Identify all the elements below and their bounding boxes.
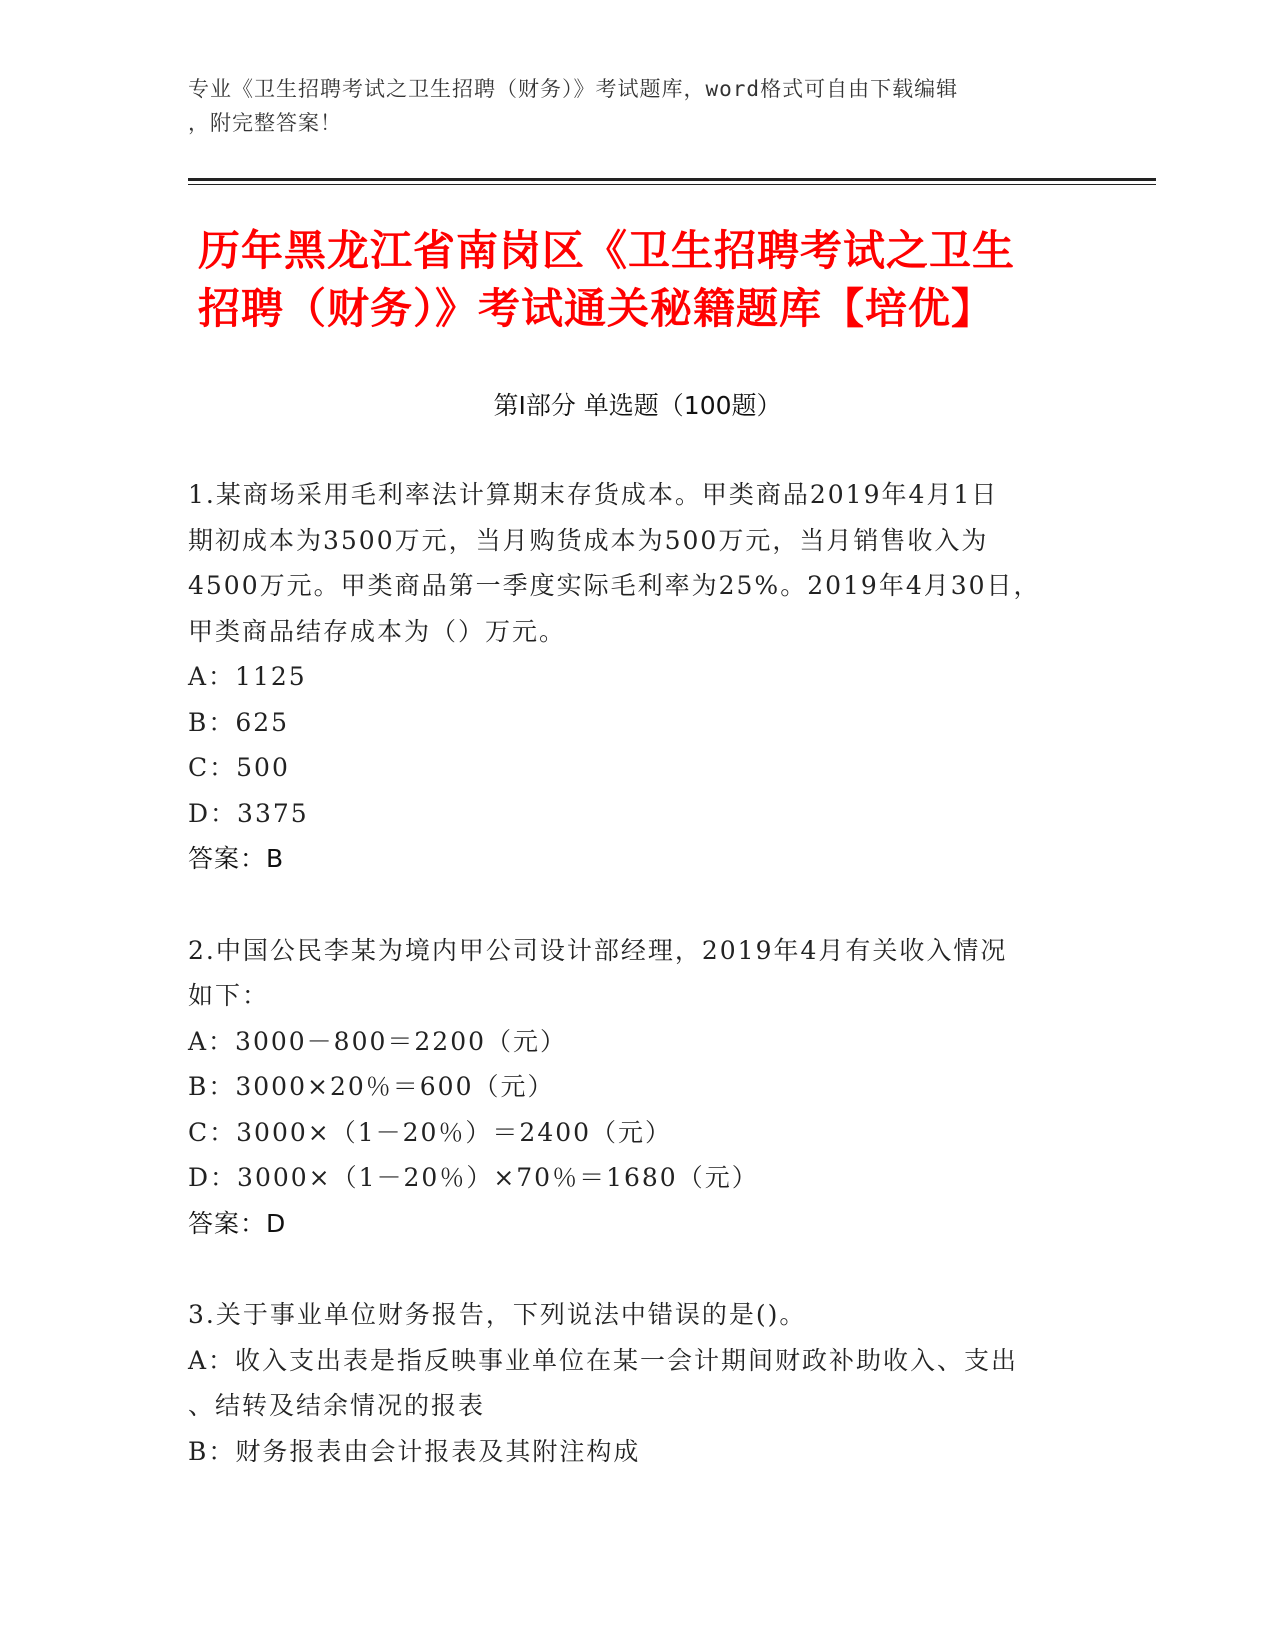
question-1-option-c: C：500 — [188, 753, 290, 782]
question-2 — [188, 928, 1068, 1247]
question-1 — [188, 472, 1068, 882]
header-note-line-2: ，附完整答案！ — [188, 111, 342, 135]
question-2-line-2: 如下： — [188, 981, 270, 1010]
question-1-answer: 答案：B — [188, 844, 285, 873]
document-title-line-2: 招聘（财务）》考试通关秘籍题库【培优】 — [198, 284, 995, 333]
question-3-option-b: B：财务报表由会计报表及其附注构成 — [188, 1436, 641, 1466]
question-1-option-b: B：625 — [188, 707, 290, 737]
document-title-line-1: 历年黑龙江省南岗区《卫生招聘考试之卫生 — [198, 226, 1016, 275]
question-2-option-d: D：3000×（1－20％）×70％＝1680（元） — [188, 1163, 759, 1192]
header-divider-thick — [188, 178, 1156, 181]
question-1-option-d: D：3375 — [188, 798, 309, 828]
question-3-line-1: 3.关于事业单位财务报告，下列说法中错误的是()。 — [188, 1300, 807, 1329]
header-note — [188, 72, 1088, 140]
question-1-line-1: 1.某商场采用毛利率法计算期末存货成本。甲类商品2019年4月1日 — [188, 480, 999, 509]
question-3 — [188, 1292, 1068, 1474]
question-1-option-a: A：1125 — [188, 662, 307, 691]
question-list — [188, 472, 1068, 1520]
question-2-option-a: A：3000－800＝2200（元） — [188, 1026, 568, 1056]
question-3-option-a-continued: 、结转及结余情况的报表 — [188, 1391, 486, 1420]
question-1-line-3: 4500万元。甲类商品第一季度实际毛利率为25%。2019年4月30日， — [188, 571, 1041, 600]
question-2-line-1: 2.中国公民李某为境内甲公司设计部经理，2019年4月有关收入情况 — [188, 935, 1008, 965]
section-heading: 第Ⅰ部分 单选题（100题） — [493, 391, 782, 420]
question-2-option-c: C：3000×（1－20％）＝2400（元） — [188, 1117, 673, 1147]
question-2-answer: 答案：D — [188, 1208, 287, 1238]
question-3-option-a: A：收入支出表是指反映事业单位在某一会计期间财政补助收入、支出 — [188, 1345, 1019, 1375]
question-2-option-b: B：3000×20％＝600（元） — [188, 1072, 555, 1101]
question-1-line-2: 期初成本为3500万元，当月购货成本为500万元，当月销售收入为 — [188, 525, 989, 555]
header-note-line-1: 专业《卫生招聘考试之卫生招聘（财务）》考试题库，word格式可自由下载编辑 — [188, 77, 959, 101]
document-title — [198, 222, 1098, 338]
header-divider-thin — [188, 184, 1156, 185]
question-1-line-4: 甲类商品结存成本为（）万元。 — [188, 616, 567, 646]
